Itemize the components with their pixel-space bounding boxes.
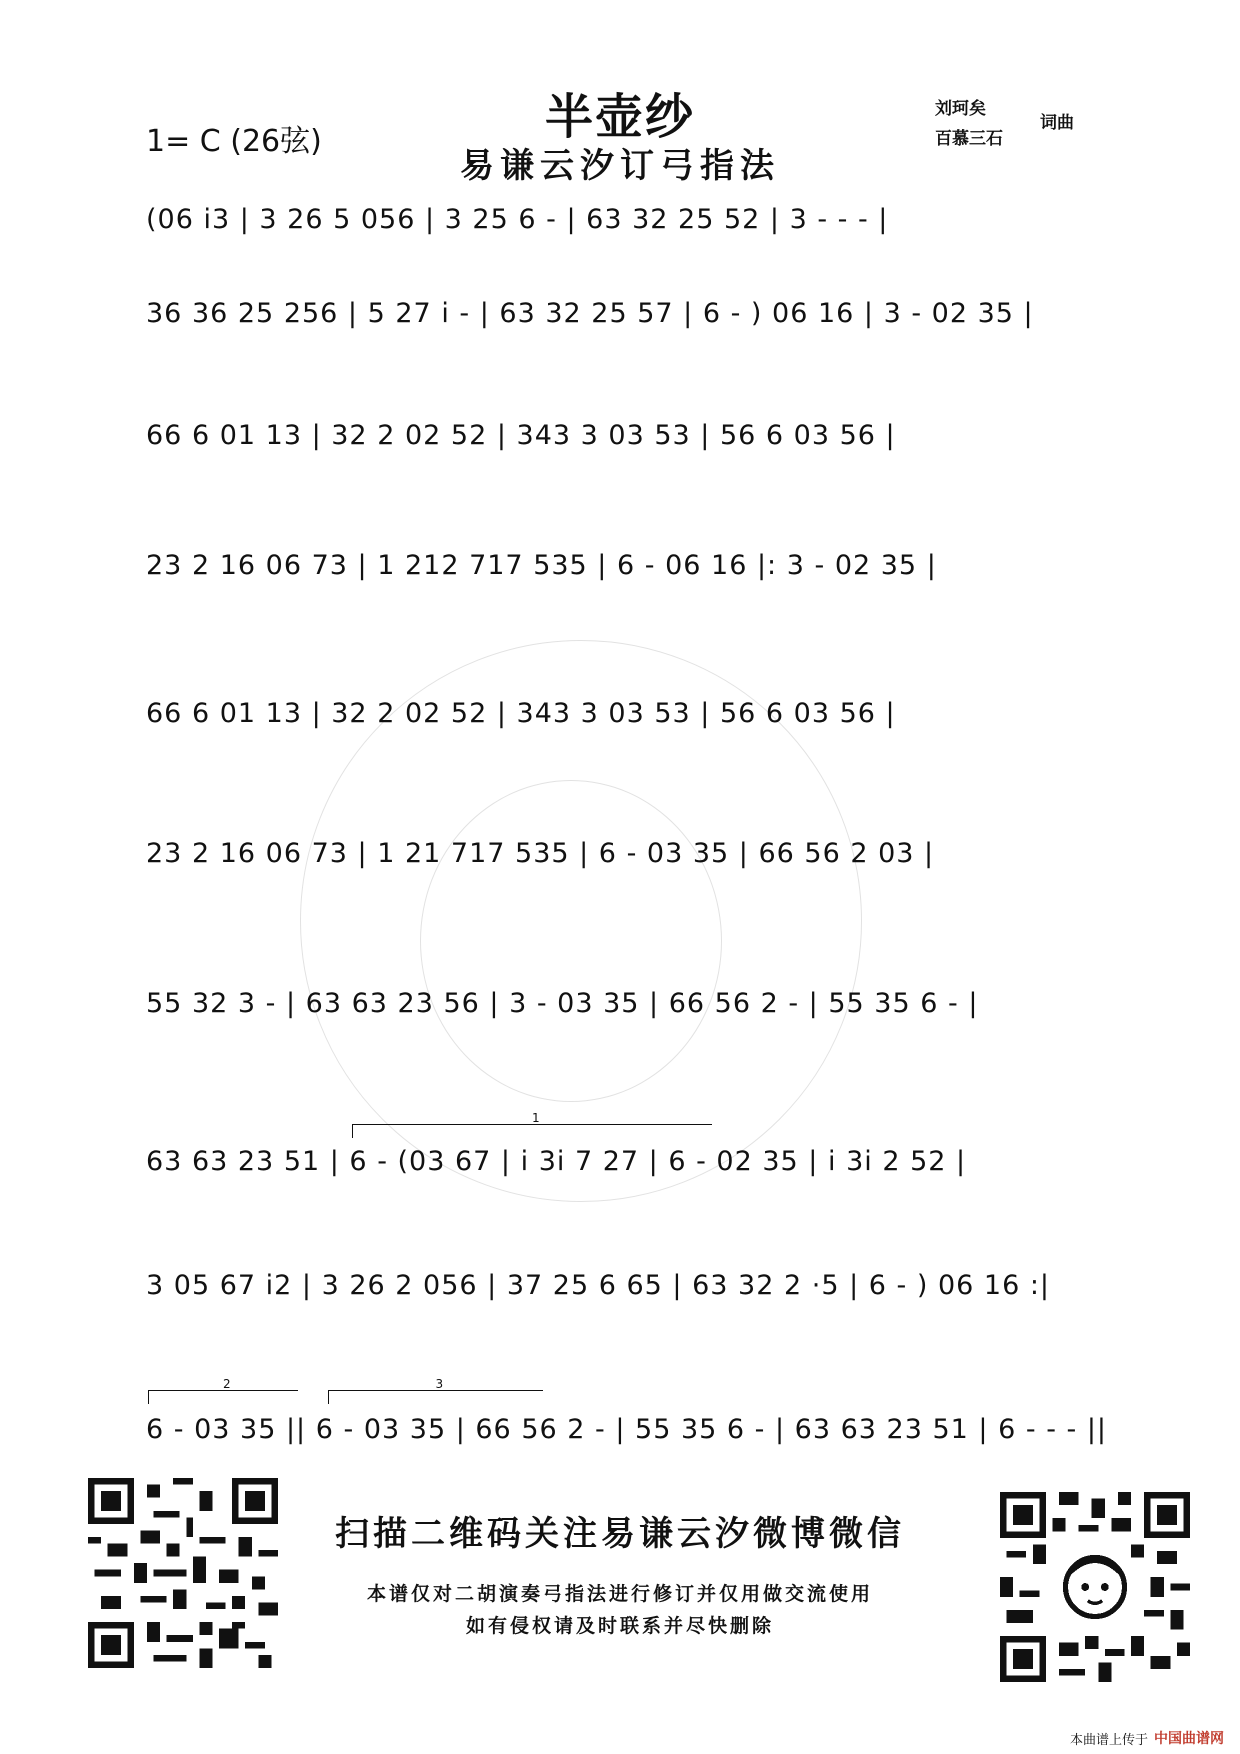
- volta-bracket-2: [148, 1377, 298, 1391]
- volta-bracket-3: [328, 1377, 543, 1391]
- footer-uploaded-text: 本曲谱上传于: [1069, 1732, 1148, 1748]
- credit-composer-1: 刘珂矣: [935, 99, 986, 119]
- disclaimer-line-1: 本谱仅对二胡演奏弓指法进行修订并仅用做交流使用: [366, 1583, 873, 1605]
- score-line-5: 66 6 01 13 | 32 2 02 52 | 343 3 03 53 | 56 6 03 56 |: [146, 698, 896, 729]
- site-name: 中国曲谱网: [1154, 1731, 1224, 1747]
- promo-text: 扫描二维码关注易谦云汐微博微信: [335, 1514, 905, 1554]
- volta-number-3: 3: [435, 1377, 444, 1391]
- volta-bracket-1: [352, 1111, 712, 1125]
- qr-code-avatar-icon: [1000, 1492, 1190, 1682]
- background-sketch-inner: [420, 780, 722, 1102]
- key-signature: 1= C (26弦): [146, 124, 322, 159]
- score-line-10: 6 - 03 35 || 6 - 03 35 | 66 56 2 - | 55 35 6 - | 63 63 23 51 | 6 - - - ||: [146, 1414, 1108, 1445]
- score-line-9: 3 05 67 i2 | 3 26 2 056 | 37 25 6 65 | 63 32 2 ·5 | 6 - ) 06 16 :|: [146, 1270, 1051, 1301]
- score-line-4: 23 2 16 06 73 | 1 212 717 535 | 6 - 06 16 |: 3 - 02 35 |: [146, 550, 937, 581]
- credits: [935, 94, 1003, 154]
- page-title: 半壶纱: [544, 89, 695, 145]
- credit-composer-2: 百慕三石: [935, 129, 1003, 149]
- score-line-7: 55 32 3 - | 63 63 23 56 | 3 - 03 35 | 66 56 2 - | 55 35 6 - |: [146, 988, 979, 1019]
- score-line-8: 63 63 23 51 | 6 - (03 67 | i 3i 7 27 | 6 - 02 35 | i 3i 2 52 |: [146, 1146, 967, 1177]
- page-subtitle: 易谦云汐订弓指法: [460, 146, 780, 186]
- score-line-6: 23 2 16 06 73 | 1 21 717 535 | 6 - 03 35 | 66 56 2 03 |: [146, 838, 935, 869]
- site-logo-icon: [1154, 1728, 1224, 1748]
- footer: [1070, 1728, 1224, 1748]
- volta-number-1: 1: [532, 1111, 540, 1125]
- score-line-2: 36 36 25 256 | 5 27 i - | 63 32 25 57 | 6 - ) 06 16 | 3 - 02 35 |: [146, 298, 1034, 329]
- volta-number-2: 2: [223, 1377, 231, 1391]
- disclaimer-line-2: 如有侵权请及时联系并尽快删除: [465, 1615, 774, 1637]
- credit-role: 词曲: [1040, 113, 1074, 133]
- score-line-1: (06 i3 | 3 26 5 056 | 3 25 6 - | 63 32 25 52 | 3 - - - |: [146, 204, 889, 235]
- score-line-3: 66 6 01 13 | 32 2 02 52 | 343 3 03 53 | 56 6 03 56 |: [146, 420, 896, 451]
